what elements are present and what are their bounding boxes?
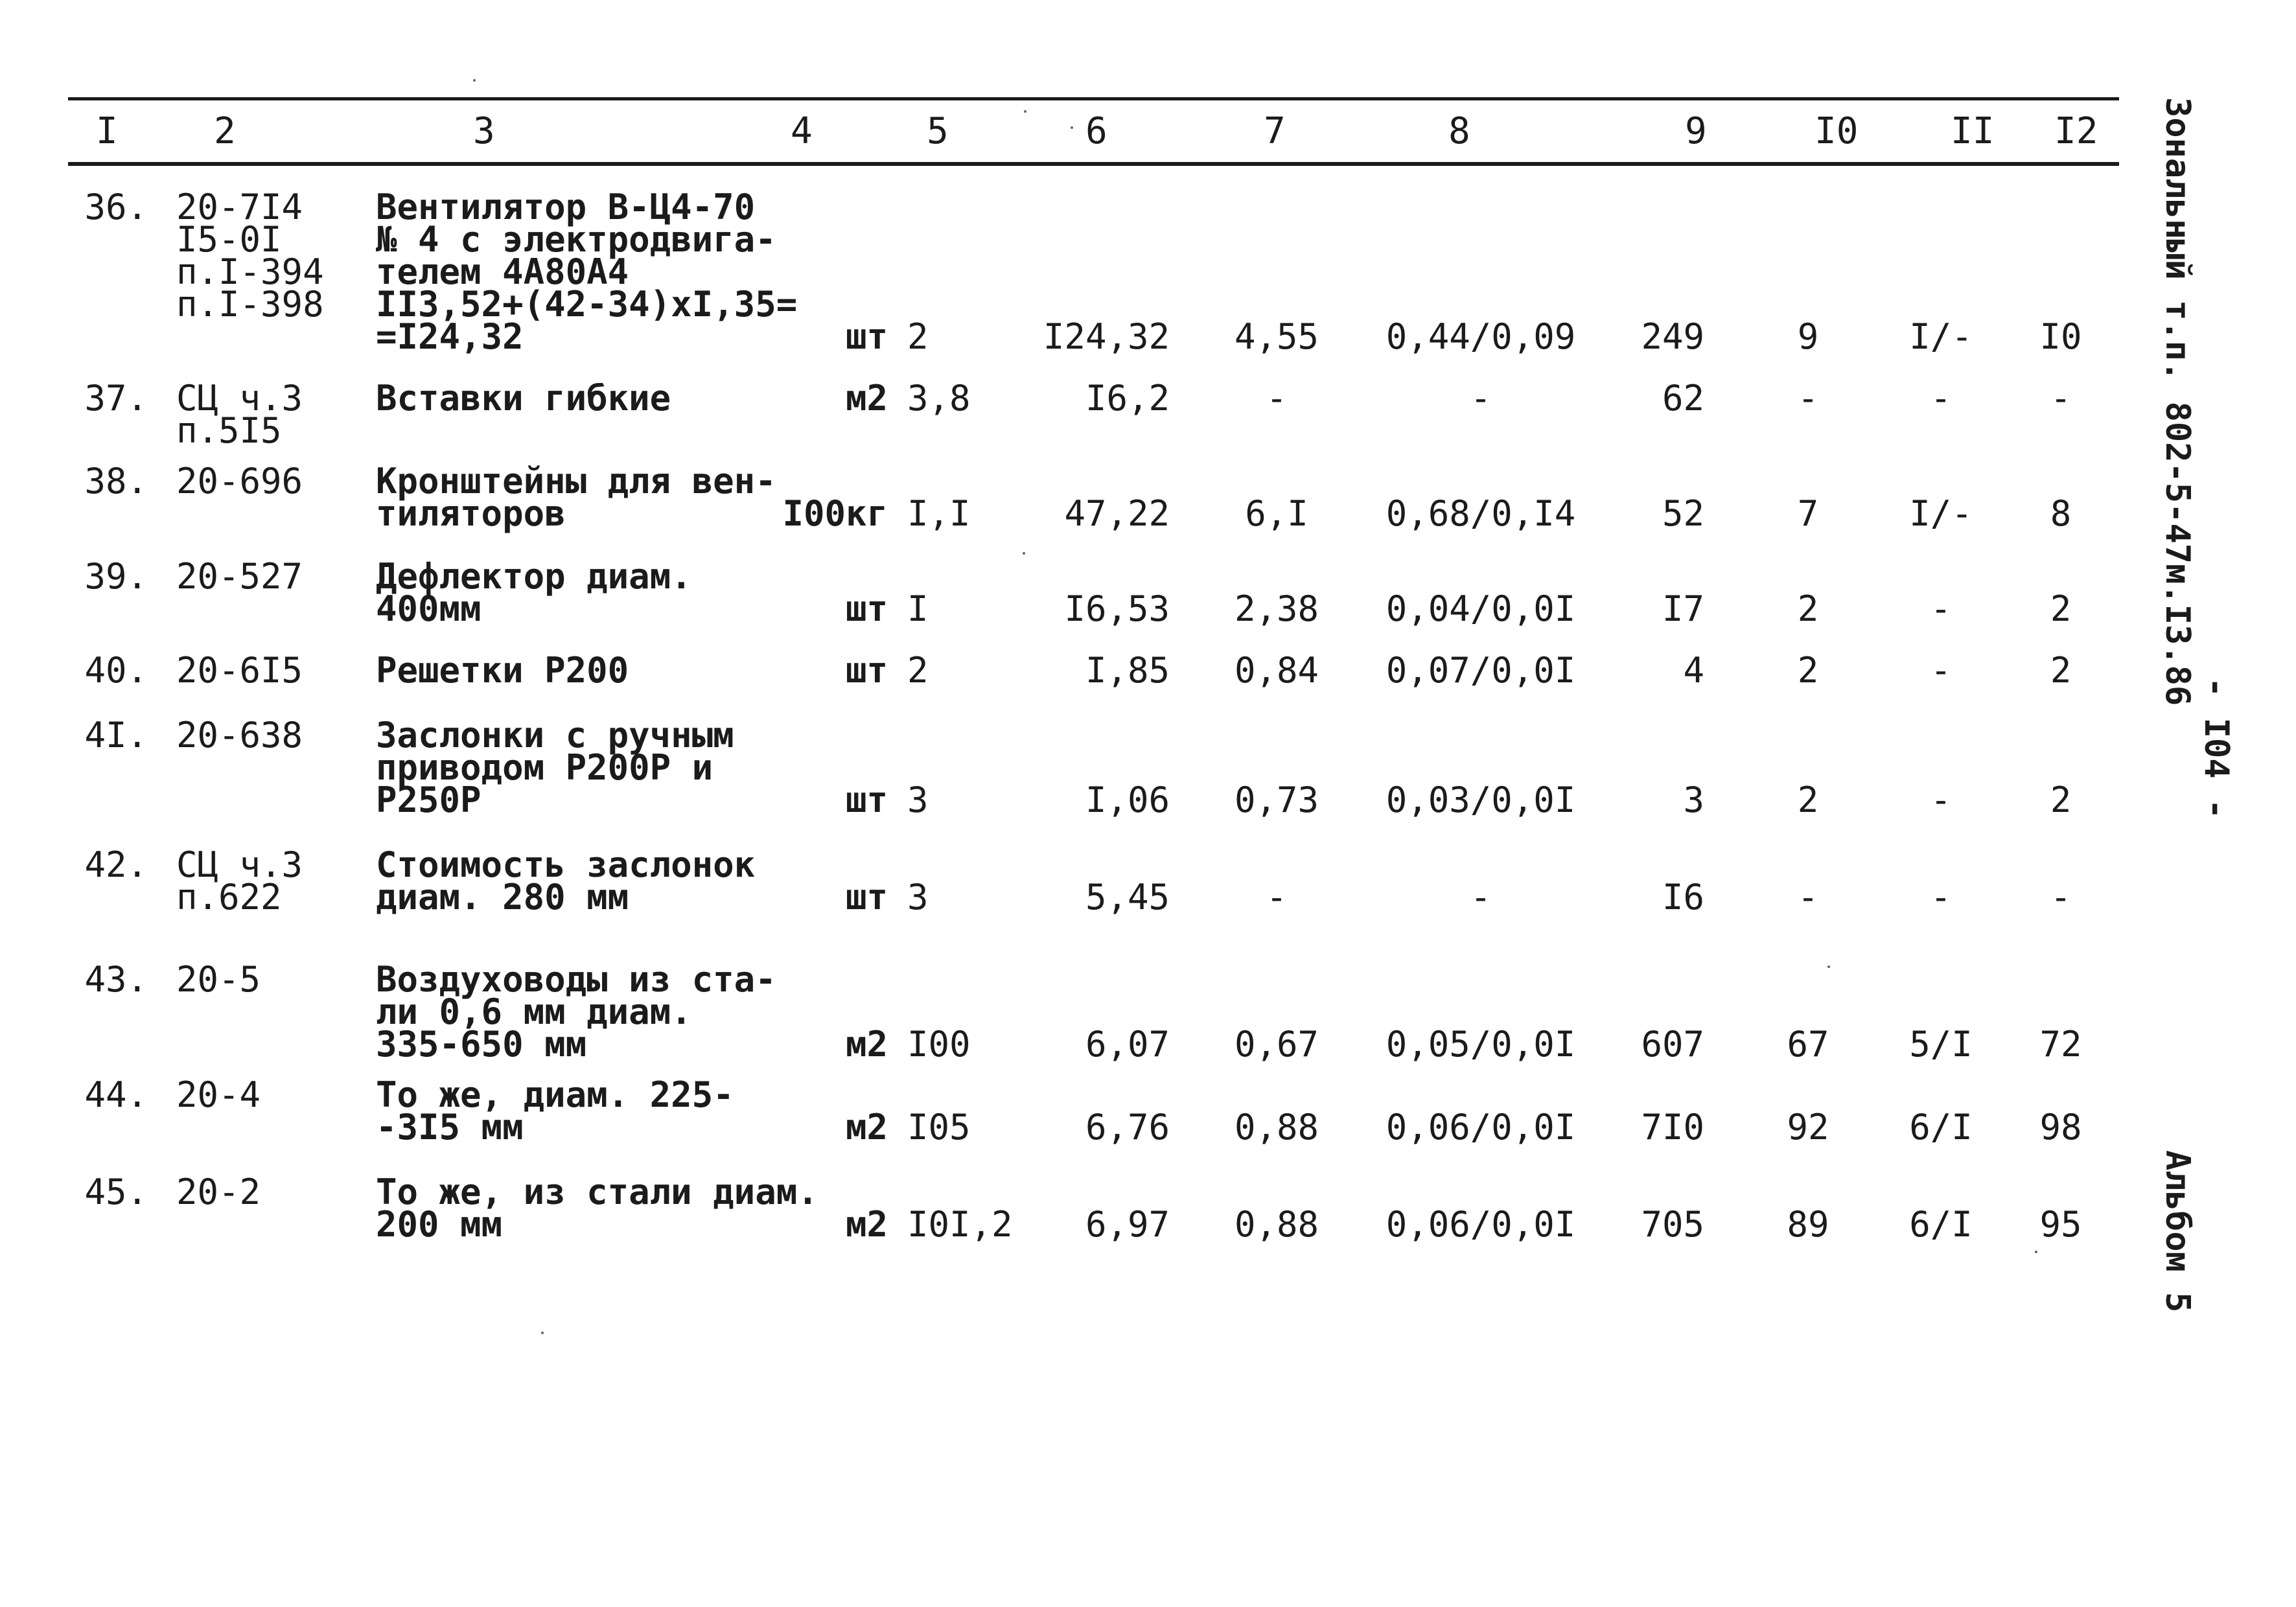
unit: I00кг bbox=[782, 493, 888, 534]
item-name: Р250Р bbox=[376, 780, 481, 820]
col-9: I7 bbox=[1662, 588, 1704, 629]
col-10: 67 bbox=[1787, 1024, 1829, 1065]
column-header: 9 bbox=[1685, 110, 1707, 152]
unit: м2 bbox=[845, 1024, 888, 1065]
scan-speck bbox=[1024, 110, 1026, 113]
col-7: - bbox=[1266, 378, 1288, 419]
col-9: 3 bbox=[1683, 780, 1704, 820]
unit-price: 6,76 bbox=[1085, 1107, 1170, 1148]
row-number: 42. bbox=[84, 844, 148, 885]
unit: шт bbox=[845, 316, 888, 357]
col-11: - bbox=[1930, 378, 1952, 419]
item-name: Вставки гибкие bbox=[376, 378, 671, 419]
norm-code: п.5I5 bbox=[176, 410, 282, 451]
norm-code: 20-7I4 bbox=[176, 187, 303, 227]
item-name: телем 4А80А4 bbox=[376, 251, 629, 292]
quantity: 3 bbox=[907, 780, 929, 820]
quantity: I0I,2 bbox=[907, 1204, 1013, 1245]
scan-speck bbox=[2035, 1251, 2037, 1253]
row-number: 40. bbox=[84, 650, 148, 691]
table-header-rule bbox=[68, 162, 2119, 166]
col-9: 705 bbox=[1641, 1204, 1704, 1245]
col-12: 2 bbox=[2050, 650, 2072, 691]
col-9: 62 bbox=[1662, 378, 1704, 419]
col-11: - bbox=[1930, 588, 1952, 629]
col-12: 98 bbox=[2039, 1107, 2082, 1148]
unit: м2 bbox=[845, 1107, 888, 1148]
norm-code: СЦ ч.3 bbox=[176, 844, 303, 885]
row-number: 36. bbox=[84, 187, 148, 227]
unit: шт bbox=[845, 650, 888, 691]
col-7: 0,88 bbox=[1234, 1107, 1319, 1148]
album-label: Альбом 5 bbox=[2158, 1150, 2197, 1313]
col-8: - bbox=[1470, 378, 1492, 419]
col-8: 0,03/0,0I bbox=[1386, 780, 1576, 820]
unit: шт bbox=[845, 877, 888, 918]
column-header: 8 bbox=[1448, 110, 1470, 152]
column-header: 4 bbox=[791, 110, 813, 152]
norm-code: 20-638 bbox=[176, 715, 303, 756]
scan-speck bbox=[541, 1332, 544, 1334]
col-7: - bbox=[1266, 877, 1288, 918]
col-8: - bbox=[1470, 877, 1492, 918]
document-code-label: Зональный т.п. 802-5-47м.I3.86 bbox=[2158, 97, 2197, 706]
quantity: I,I bbox=[907, 493, 971, 534]
col-8: 0,68/0,I4 bbox=[1386, 493, 1576, 534]
norm-code: 20-696 bbox=[176, 461, 303, 502]
item-name: II3,52+(42-34)xI,35= bbox=[376, 284, 798, 325]
item-name: 200 мм bbox=[376, 1204, 503, 1245]
col-7: 2,38 bbox=[1234, 588, 1319, 629]
quantity: 2 bbox=[907, 316, 929, 357]
col-10: 7 bbox=[1797, 493, 1819, 534]
col-12: 2 bbox=[2050, 780, 2072, 820]
col-11: 5/I bbox=[1909, 1024, 1973, 1065]
col-7: 0,73 bbox=[1234, 780, 1319, 820]
item-name: Вентилятор В-Ц4-70 bbox=[376, 187, 756, 227]
col-8: 0,44/0,09 bbox=[1386, 316, 1576, 357]
scan-speck bbox=[1023, 552, 1025, 555]
col-7: 6,I bbox=[1245, 493, 1308, 534]
norm-code: п.I-398 bbox=[176, 284, 324, 325]
unit-price: 6,07 bbox=[1085, 1024, 1170, 1065]
col-11: I/- bbox=[1909, 493, 1973, 534]
col-8: 0,07/0,0I bbox=[1386, 650, 1576, 691]
col-10: 2 bbox=[1797, 780, 1819, 820]
col-9: 52 bbox=[1662, 493, 1704, 534]
unit-price: 47,22 bbox=[1064, 493, 1170, 534]
col-9: 7I0 bbox=[1641, 1107, 1704, 1148]
col-10: - bbox=[1797, 877, 1819, 918]
column-header: 7 bbox=[1264, 110, 1286, 152]
norm-code: п.622 bbox=[176, 877, 282, 918]
col-7: 0,67 bbox=[1234, 1024, 1319, 1065]
col-7: 0,84 bbox=[1234, 650, 1319, 691]
item-name: диам. 280 мм bbox=[376, 877, 629, 918]
col-12: 2 bbox=[2050, 588, 2072, 629]
unit-price: I,85 bbox=[1085, 650, 1170, 691]
col-12: 95 bbox=[2039, 1204, 2082, 1245]
col-11: I/- bbox=[1909, 316, 1973, 357]
row-number: 43. bbox=[84, 959, 148, 1000]
unit-price: I,06 bbox=[1085, 780, 1170, 820]
item-name: Дефлектор диам. bbox=[376, 556, 692, 597]
page-number: - I04 - bbox=[2197, 677, 2236, 820]
item-name: приводом Р200Р и bbox=[376, 747, 713, 788]
table-top-rule bbox=[68, 97, 2119, 100]
unit-price: I24,32 bbox=[1043, 316, 1170, 357]
unit: м2 bbox=[845, 1204, 888, 1245]
col-10: 2 bbox=[1797, 650, 1819, 691]
col-8: 0,06/0,0I bbox=[1386, 1107, 1576, 1148]
item-name: Стоимость заслонок bbox=[376, 844, 756, 885]
col-11: 6/I bbox=[1909, 1204, 1973, 1245]
row-number: 37. bbox=[84, 378, 148, 419]
item-name: Кронштейны для вен- bbox=[376, 461, 776, 502]
item-name: Воздуховоды из ста- bbox=[376, 959, 776, 1000]
column-header: II bbox=[1951, 110, 1995, 152]
norm-code: 20-527 bbox=[176, 556, 303, 597]
col-10: - bbox=[1797, 378, 1819, 419]
unit-price: 5,45 bbox=[1085, 877, 1170, 918]
column-header: 5 bbox=[927, 110, 949, 152]
col-7: 0,88 bbox=[1234, 1204, 1319, 1245]
norm-code: п.I-394 bbox=[176, 251, 324, 292]
col-11: - bbox=[1930, 877, 1952, 918]
col-11: 6/I bbox=[1909, 1107, 1973, 1148]
unit-price: I6,53 bbox=[1064, 588, 1170, 629]
col-12: - bbox=[2050, 378, 2072, 419]
norm-code: 20-4 bbox=[176, 1074, 261, 1115]
column-header: I bbox=[96, 110, 118, 152]
quantity: 2 bbox=[907, 650, 929, 691]
col-9: 4 bbox=[1683, 650, 1704, 691]
item-name: тиляторов bbox=[376, 493, 566, 534]
column-header: I0 bbox=[1815, 110, 1859, 152]
col-8: 0,05/0,0I bbox=[1386, 1024, 1576, 1065]
item-name: То же, диам. 225- bbox=[376, 1074, 734, 1115]
row-number: 44. bbox=[84, 1074, 148, 1115]
unit: шт bbox=[845, 780, 888, 820]
scan-speck bbox=[1071, 126, 1073, 129]
column-header: I2 bbox=[2054, 110, 2098, 152]
row-number: 4I. bbox=[84, 715, 148, 756]
col-12: 8 bbox=[2050, 493, 2072, 534]
scan-speck bbox=[473, 79, 476, 82]
norm-code: 20-2 bbox=[176, 1172, 261, 1212]
item-name: То же, из стали диам. bbox=[376, 1172, 818, 1212]
quantity: I05 bbox=[907, 1107, 971, 1148]
column-header: 2 bbox=[214, 110, 236, 152]
column-header: 3 bbox=[473, 110, 495, 152]
col-9: I6 bbox=[1662, 877, 1704, 918]
col-11: - bbox=[1930, 780, 1952, 820]
item-name: -3I5 мм bbox=[376, 1107, 524, 1148]
norm-code: 20-5 bbox=[176, 959, 261, 1000]
col-10: 9 bbox=[1797, 316, 1819, 357]
scan-speck bbox=[1827, 965, 1830, 968]
norm-code: I5-0I bbox=[176, 219, 282, 260]
row-number: 39. bbox=[84, 556, 148, 597]
row-number: 38. bbox=[84, 461, 148, 502]
item-name: 335-650 мм bbox=[376, 1024, 587, 1065]
col-10: 2 bbox=[1797, 588, 1819, 629]
quantity: 3 bbox=[907, 877, 929, 918]
column-header: 6 bbox=[1085, 110, 1107, 152]
col-9: 607 bbox=[1641, 1024, 1704, 1065]
unit-price: 6,97 bbox=[1085, 1204, 1170, 1245]
unit: м2 bbox=[845, 378, 888, 419]
unit-price: I6,2 bbox=[1085, 378, 1170, 419]
item-name: № 4 с электродвига- bbox=[376, 219, 776, 260]
col-10: 92 bbox=[1787, 1107, 1829, 1148]
item-name: ли 0,6 мм диам. bbox=[376, 991, 692, 1032]
col-12: - bbox=[2050, 877, 2072, 918]
col-12: 72 bbox=[2039, 1024, 2082, 1065]
row-number: 45. bbox=[84, 1172, 148, 1212]
quantity: I00 bbox=[907, 1024, 971, 1065]
col-12: I0 bbox=[2039, 316, 2082, 357]
item-name: 400мм bbox=[376, 588, 481, 629]
item-name: Решетки Р200 bbox=[376, 650, 629, 691]
norm-code: 20-6I5 bbox=[176, 650, 303, 691]
norm-code: СЦ ч.3 bbox=[176, 378, 303, 419]
unit: шт bbox=[845, 588, 888, 629]
item-name: =I24,32 bbox=[376, 316, 524, 357]
col-10: 89 bbox=[1787, 1204, 1829, 1245]
col-7: 4,55 bbox=[1234, 316, 1319, 357]
quantity: 3,8 bbox=[907, 378, 971, 419]
item-name: Заслонки с ручным bbox=[376, 715, 734, 756]
col-8: 0,06/0,0I bbox=[1386, 1204, 1576, 1245]
quantity: I bbox=[907, 588, 929, 629]
col-11: - bbox=[1930, 650, 1952, 691]
col-8: 0,04/0,0I bbox=[1386, 588, 1576, 629]
col-9: 249 bbox=[1641, 316, 1704, 357]
